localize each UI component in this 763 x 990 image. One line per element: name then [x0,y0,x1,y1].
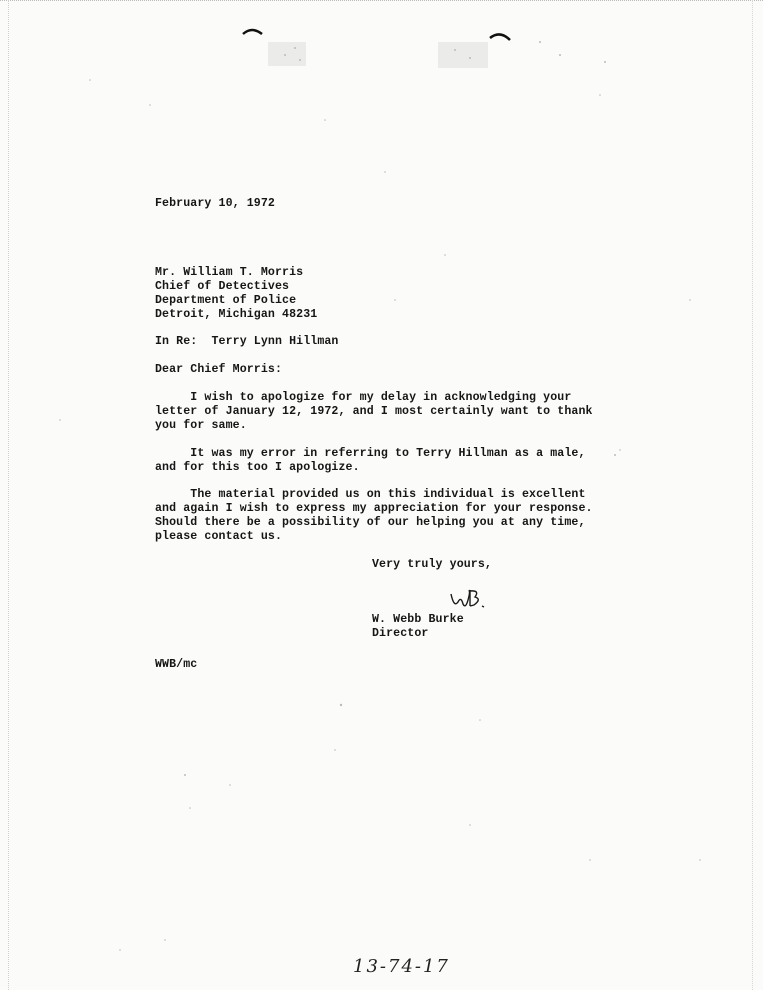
address-line-3: Department of Police [155,294,297,307]
salutation: Dear Chief Morris: [155,363,283,376]
signer-name: W. Webb Burke [372,613,464,626]
paragraph-2-line-1: It was my error in referring to Terry Hillman as a male, [155,447,586,460]
signature-initials [448,586,488,614]
address-line-2: Chief of Detectives [155,280,290,293]
letter-date: February 10, 1972 [155,197,275,210]
paragraph-2-line-2: and for this too I apologize. [155,461,360,474]
closing: Very truly yours, [372,558,492,571]
paragraph-3-line-1: The material provided us on this individual is excellent [155,488,586,501]
paragraph-1-line-2: letter of January 12, 1972, and I most certainly want to thank [155,405,593,418]
typist-initials: WWB/mc [155,658,198,671]
paragraph-3-line-2: and again I wish to express my appreciation for your response. [155,502,593,515]
paragraph-3-line-3: Should there be a possibility of our helping you at any time, [155,516,586,529]
handwritten-file-number: 13-74-17 [353,956,450,977]
paragraph-1-line-3: you for same. [155,419,247,432]
subject-line: In Re: Terry Lynn Hillman [155,335,339,348]
paragraph-3-line-4: please contact us. [155,530,283,543]
address-line-4: Detroit, Michigan 48231 [155,308,318,321]
signer-title: Director [372,627,429,640]
paragraph-1-line-1: I wish to apologize for my delay in acknowledging your [155,391,572,404]
address-line-1: Mr. William T. Morris [155,266,304,279]
